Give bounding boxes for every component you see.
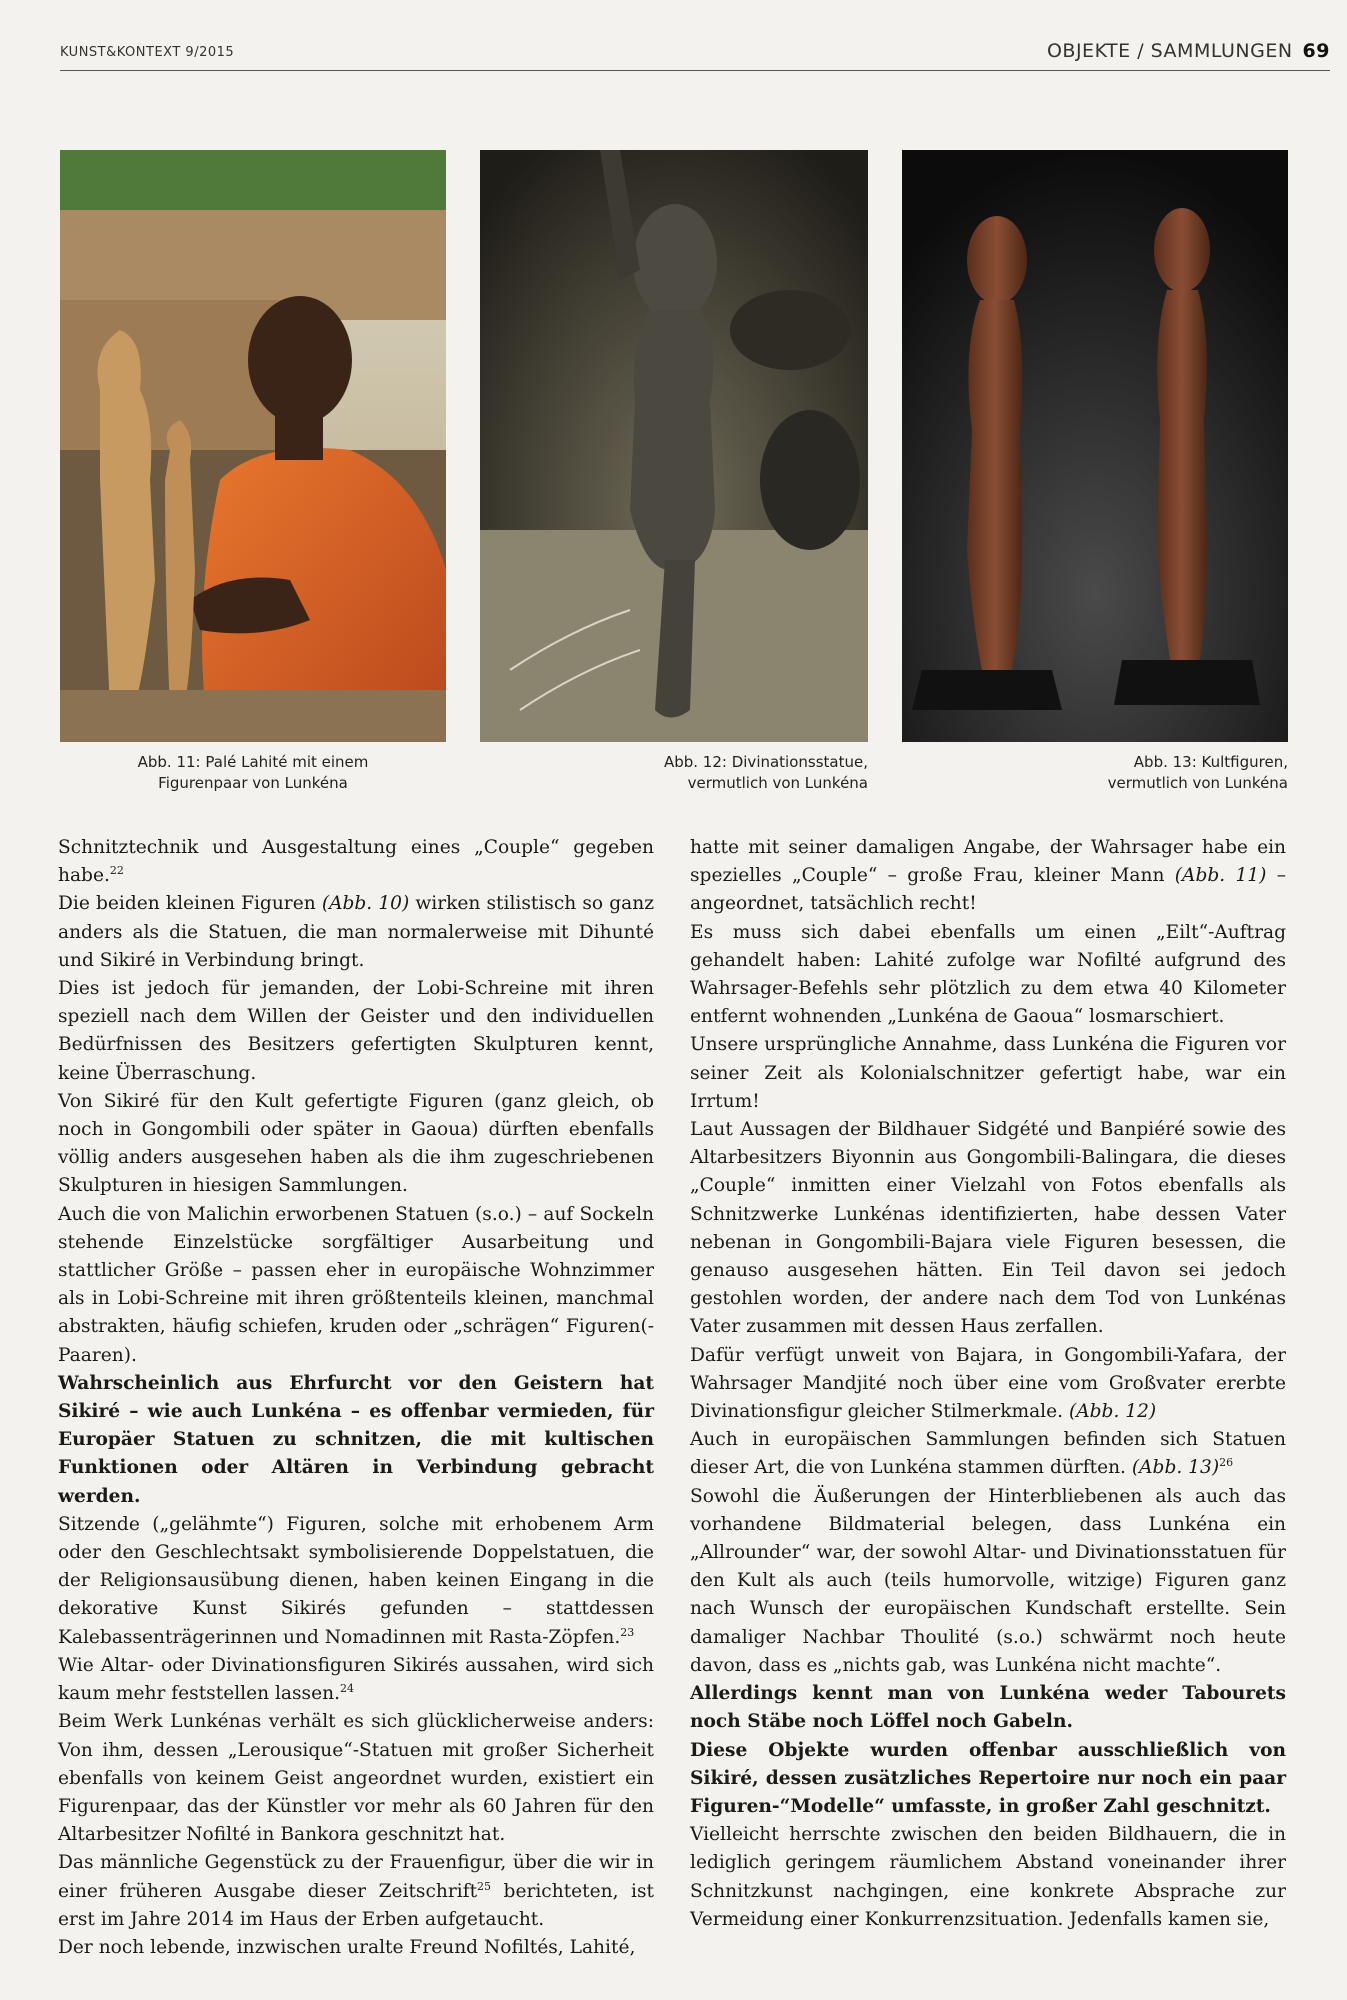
figure-ref: (Abb. 10): [321, 893, 410, 915]
paragraph: Von Sikiré für den Kult gefertigte Figuren (ganz gleich, ob noch in Gongombili oder später in Gaoua) dürften ebenfalls völlig anders ausgesehen haben als die ihm zugeschriebenen Skulpturen in hiesigen Sammlungen.: [58, 1090, 654, 1197]
caption-abb-12: [482, 752, 868, 794]
text: Schnitztechnik und Ausgestaltung eines „Couple“ gegeben habe.: [58, 837, 654, 887]
caption-line: vermutlich von Lunkéna: [687, 774, 868, 792]
footnote-ref: 23: [620, 1625, 635, 1639]
paragraph: [58, 1511, 654, 1652]
magazine-issue: KUNST&KONTEXT 9/2015: [60, 45, 235, 60]
paragraph: Vielleicht herrschte zwischen den beiden Bildhauern, die in lediglich geringem räumlichem Abstand voneinander ihrer Schnitzkunst nachgingen, eine konkrete Absprache zur Vermeidung einer Konkurrenzsituation. Jedenfalls kamen sie,: [690, 1824, 1286, 1930]
text: Dafür verfügt unweit von Bajara, in Gongombili-Yafara, der Wahrsager Mandjité noch über eine vom Großvater ererbte Divinationsfigur gleicher Stilmerkmale.: [690, 1344, 1286, 1423]
photo-abb-13: [902, 150, 1288, 742]
figure-ref: (Abb. 11): [1174, 865, 1267, 887]
section-title: [1047, 40, 1330, 62]
bold-paragraph: Diese Objekte wurden offenbar ausschließlich von Sikiré, dessen zusätzliches Repertoire nur noch ein paar Figuren-“Modelle“ umfasste, in großer Zahl geschnitzt.: [690, 1739, 1286, 1817]
page-header: [60, 40, 1330, 71]
text: Wie Altar- oder Divinationsfiguren Sikirés aussahen, wird sich kaum mehr feststellen lassen.: [58, 1654, 654, 1705]
photo-abb-12: [480, 150, 868, 742]
text: berichteten, ist erst im Jahre 2014 im Haus der Erben aufgetaucht.: [58, 1880, 654, 1930]
paragraph: Der noch lebende, inzwischen uralte Freund Nofiltés, Lahité,: [58, 1936, 636, 1958]
text: Das männliche Gegenstück zu der Frauenfigur, über die wir in einer früheren Ausgabe dieser Zeitschrift: [58, 1852, 654, 1902]
caption-line: Abb. 11: Palé Lahité mit einem: [137, 753, 369, 771]
footnote-ref: 24: [339, 1681, 354, 1695]
paragraph: Es muss sich dabei ebenfalls um einen „Eilt“-Auftrag gehandelt haben: Lahité zufolge war Nofilté aufgrund des Wahrsager-Befehls sehr plötzlich zu dem etwa 40 Kilometer entfernt wohnenden „Lunkéna de Gaoua“ losmarschiert.: [690, 921, 1286, 1028]
paragraph: [58, 834, 654, 890]
caption-abb-11: [60, 752, 446, 794]
caption-line: Abb. 12: Divinationsstatue,: [663, 753, 868, 771]
figure-ref: (Abb. 12): [1068, 1401, 1157, 1423]
paragraph: [690, 1426, 1286, 1482]
bold-paragraph: Wahrscheinlich aus Ehrfurcht vor den Geistern hat Sikiré – wie auch Lunkéna – es offenbar vermieden, für Europäer Statuen zu schnitzen, die mit kultischen Funktionen oder Altären in Verbindung gebracht werden.: [58, 1372, 654, 1507]
text: Auch in europäischen Sammlungen befinden sich Statuen dieser Art, die von Lunkéna stammen dürften.: [690, 1429, 1286, 1479]
text: wirken stilistisch so ganz anders als die Statuen, die man normalerweise mit Dihunté und Sikiré in Verbindung bringt.: [58, 893, 654, 971]
caption-line: Abb. 13: Kultfiguren,: [1133, 753, 1288, 771]
caption-abb-13: [902, 752, 1288, 794]
paragraph: Dies ist jedoch für jemanden, der Lobi-Schreine mit ihren speziell nach dem Willen der Geister und den individuellen Bedürfnissen des Besitzers gefertigten Skulpturen kennt, keine Überraschung.: [58, 978, 654, 1084]
paragraph: [690, 834, 1286, 919]
paragraph: [58, 1652, 654, 1708]
paragraph: [58, 890, 654, 975]
text: hatte mit seiner damaligen Angabe, der Wahrsager habe ein spezielles „Couple“ – große Frau, kleiner Mann: [690, 837, 1286, 887]
footnote-ref: 22: [109, 864, 124, 878]
text: Sitzende („gelähmte“) Figuren, solche mit erhobenem Arm oder den Geschlechtsakt symbolisierende Doppelstatuen, die der Religionsausübung dienen, haben keinen Eingang in die dekorative Kunst Sikirés gefunden – stattdessen Kalebassenträgerinnen und Nomadinnen mit Rasta-Zöpfen.: [58, 1513, 654, 1648]
paragraph: [690, 1342, 1286, 1427]
text: Die beiden kleinen Figuren: [58, 893, 322, 915]
paragraph: Laut Aussagen der Bildhauer Sidgété und Banpiéré sowie des Altarbesitzers Biyonnin aus Gongombili-Balingara, die dieses „Couple“ inmitten einer Vielzahl von Fotos ebenfalls als Schnitzwerke Lunkénas identifizierten, habe dessen Vater nebenan in Gongombili-Bajara viele Figuren besessen, die genauso ausgesehen hätten. Ein Teil davon sei jedoch gestohlen worden, der andere nach dem Tod von Lunkénas Vater zusammen mit dessen Haus zerfallen.: [690, 1119, 1286, 1338]
section-name: OBJEKTE / SAMMLUNGEN: [1046, 40, 1293, 62]
footnote-ref: 25: [477, 1879, 492, 1893]
caption-line: Figurenpaar von Lunkéna: [158, 774, 348, 792]
right-text-column: [690, 834, 1286, 1934]
text: – angeordnet, tatsächlich recht!: [690, 865, 1286, 915]
paragraph: Beim Werk Lunkénas verhält es sich glücklicherweise anders: Von ihm, dessen „Lerousique“-Statuen mit großer Sicherheit ebenfalls von keinem Geist angeordnet wurden, existiert ein Figurenpaar, das der Künstler vor mehr als 60 Jahren für den Altarbesitzer Nofilté in Bankora geschnitzt hat.: [58, 1711, 654, 1846]
paragraph: Unsere ursprüngliche Annahme, dass Lunkéna die Figuren vor seiner Zeit als Kolonialschnitzer gefertigt habe, war ein Irrtum!: [690, 1034, 1286, 1112]
figure-ref: (Abb. 13): [1131, 1457, 1220, 1479]
bold-paragraph: Allerdings kennt man von Lunkéna weder Tabourets noch Stäbe noch Löffel noch Gabeln.: [690, 1683, 1286, 1733]
paragraph: Auch die von Malichin erworbenen Statuen (s.o.) – auf Sockeln stehende Einzelstücke sorgfältiger Ausarbeitung und stattlicher Größe – passen eher in europäische Wohnzimmer als in Lobi-Schreine mit ihren größtenteils kleinen, manchmal abstrakten, häufig schiefen, kruden oder „schrägen“ Figuren(-Paaren).: [58, 1203, 654, 1366]
caption-line: vermutlich von Lunkéna: [1107, 774, 1288, 792]
footnote-ref: 26: [1219, 1456, 1234, 1470]
photo-abb-11: [60, 150, 446, 742]
paragraph: [58, 1849, 654, 1934]
left-text-column: [58, 834, 654, 1962]
page-number: 69: [1302, 40, 1330, 62]
paragraph: Sowohl die Äußerungen der Hinterbliebenen als auch das vorhandene Bildmaterial belegen, dass Lunkéna ein „Allrounder“ war, der sowohl Altar- und Divinationsstatuen für den Kult als auch (teils humorvolle, witzige) Figuren ganz nach Wunsch der europäischen Kundschaft erstellte. Sein damaliger Nachbar Thoulité (s.o.) schwärmt noch heute davon, dass es „nichts gab, was Lunkéna nicht machte“.: [690, 1485, 1286, 1676]
